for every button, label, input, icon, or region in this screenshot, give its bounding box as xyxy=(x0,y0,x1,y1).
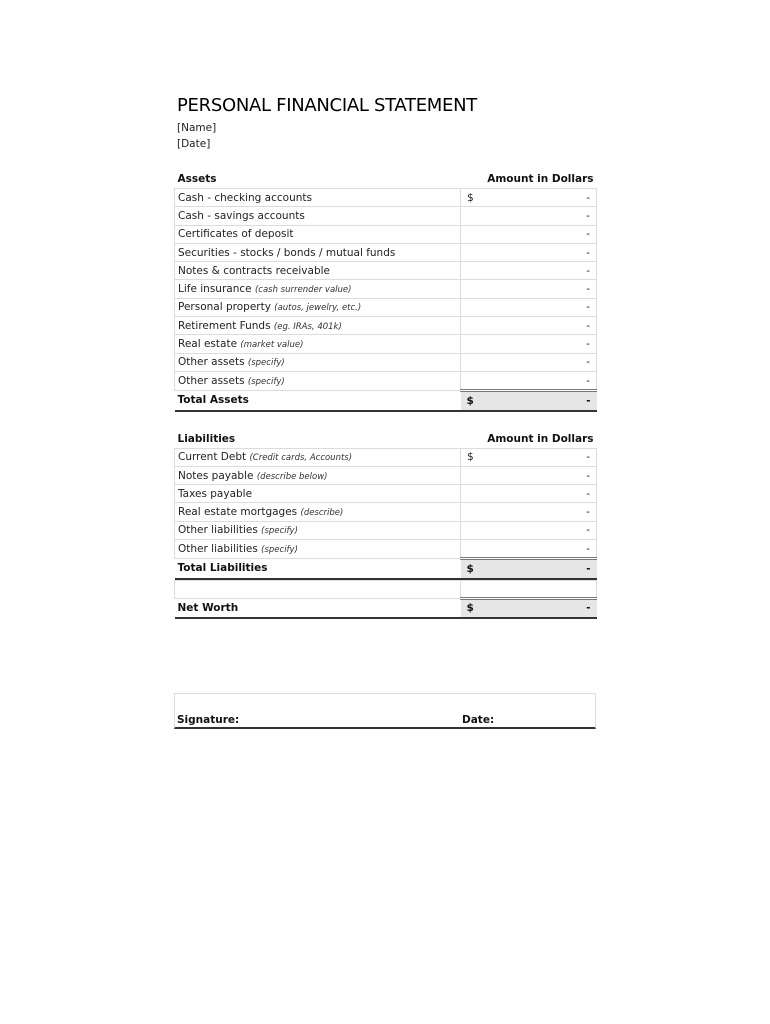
assets-total-amount-cell[interactable] xyxy=(461,391,597,411)
assets-row-label-cell[interactable] xyxy=(175,298,461,316)
amount-value: - xyxy=(586,228,590,241)
assets-row xyxy=(175,189,597,207)
assets-row-label-cell[interactable] xyxy=(175,353,461,371)
row-note: (describe) xyxy=(300,508,344,519)
row-label: Other liabilities xyxy=(178,524,258,537)
liabilities-total-value: - xyxy=(586,562,591,575)
assets-header-row xyxy=(175,170,597,189)
assets-row-amount-cell[interactable] xyxy=(461,353,597,371)
assets-row-amount-cell[interactable] xyxy=(461,371,597,390)
amount-value: - xyxy=(586,469,590,482)
liabilities-row xyxy=(175,521,597,539)
liabilities-row-amount-cell[interactable] xyxy=(461,521,597,539)
amount-value: - xyxy=(586,374,590,387)
assets-total-label: Total Assets xyxy=(175,391,461,411)
row-label: Cash - checking accounts xyxy=(178,191,312,204)
assets-row-amount-cell[interactable] xyxy=(461,243,597,261)
assets-row xyxy=(175,225,597,243)
date-label: Date: xyxy=(462,714,495,726)
assets-row xyxy=(175,280,597,298)
blank-row xyxy=(175,580,597,598)
row-label: Real estate xyxy=(178,338,238,351)
liabilities-amount-heading: Amount in Dollars xyxy=(461,430,597,449)
liabilities-table xyxy=(174,430,597,580)
amount-value: - xyxy=(586,246,590,259)
amount-value: - xyxy=(586,283,590,296)
assets-row-label-cell[interactable] xyxy=(175,225,461,243)
row-note: (Credit cards, Accounts) xyxy=(249,453,353,464)
assets-row-amount-cell[interactable] xyxy=(461,298,597,316)
assets-row xyxy=(175,317,597,335)
amount-value: - xyxy=(586,451,590,464)
row-note: (specify) xyxy=(247,377,285,388)
row-label: Notes & contracts receivable xyxy=(178,264,330,277)
liabilities-row-label-cell[interactable] xyxy=(175,466,461,484)
row-label: Notes payable xyxy=(178,469,254,482)
assets-row-label-cell[interactable] xyxy=(175,280,461,298)
assets-heading: Assets xyxy=(175,170,461,189)
net-worth-table xyxy=(174,580,597,619)
liabilities-header-row xyxy=(175,430,597,449)
financial-statement-sheet xyxy=(174,94,596,619)
row-label: Taxes payable xyxy=(178,487,253,500)
row-label: Personal property xyxy=(178,301,271,314)
row-note: (cash surrender value) xyxy=(254,285,352,296)
liabilities-heading: Liabilities xyxy=(175,430,461,449)
assets-row-amount-cell[interactable] xyxy=(461,225,597,243)
assets-row xyxy=(175,371,597,390)
net-worth-value: - xyxy=(586,602,591,615)
assets-row-label-cell[interactable] xyxy=(175,262,461,280)
assets-amount-heading: Amount in Dollars xyxy=(461,170,597,189)
row-label: Retirement Funds xyxy=(178,319,271,332)
currency-symbol: $ xyxy=(466,394,474,407)
amount-value: - xyxy=(586,524,590,537)
assets-row xyxy=(175,353,597,371)
amount-value: - xyxy=(586,264,590,277)
liabilities-row-label-cell[interactable] xyxy=(175,503,461,521)
assets-row-amount-cell[interactable] xyxy=(461,280,597,298)
row-note: (describe below) xyxy=(256,471,328,482)
liabilities-row-amount-cell[interactable] xyxy=(461,540,597,559)
liabilities-row xyxy=(175,503,597,521)
assets-total-row xyxy=(175,391,597,411)
assets-row xyxy=(175,262,597,280)
assets-row-amount-cell[interactable] xyxy=(461,189,597,207)
row-note: (market value) xyxy=(240,340,304,351)
amount-value: - xyxy=(586,209,590,222)
amount-value: - xyxy=(586,319,590,332)
amount-value: - xyxy=(586,356,590,369)
assets-row-label-cell[interactable] xyxy=(175,317,461,335)
assets-row-label-cell[interactable] xyxy=(175,335,461,353)
amount-value: - xyxy=(586,301,590,314)
assets-row-label-cell[interactable] xyxy=(175,243,461,261)
page-title: PERSONAL FINANCIAL STATEMENT xyxy=(177,95,477,116)
row-label: Real estate mortgages xyxy=(178,506,298,519)
row-label: Cash - savings accounts xyxy=(178,209,305,222)
spacer xyxy=(174,412,596,430)
assets-row-amount-cell[interactable] xyxy=(461,317,597,335)
liabilities-row-label-cell[interactable] xyxy=(175,540,461,559)
assets-row-label-cell[interactable] xyxy=(175,189,461,207)
name-placeholder[interactable]: [Name] xyxy=(177,122,217,134)
amount-value: - xyxy=(586,191,590,204)
liabilities-row xyxy=(175,448,597,466)
net-worth-amount-cell[interactable] xyxy=(461,598,597,618)
row-note: (autos, jewelry, etc.) xyxy=(274,303,362,314)
liabilities-row-label-cell[interactable] xyxy=(175,485,461,503)
net-worth-label: Net Worth xyxy=(175,598,461,618)
assets-total-value: - xyxy=(586,394,591,407)
amount-value: - xyxy=(586,487,590,500)
amount-value: - xyxy=(586,338,590,351)
assets-row xyxy=(175,243,597,261)
row-label: Other assets xyxy=(178,356,245,369)
liabilities-row xyxy=(175,540,597,559)
liabilities-row-label-cell[interactable] xyxy=(175,521,461,539)
currency-symbol: $ xyxy=(466,562,474,575)
net-worth-row xyxy=(175,598,597,618)
liabilities-total-row xyxy=(175,559,597,579)
row-label: Life insurance xyxy=(178,283,252,296)
liabilities-total-label: Total Liabilities xyxy=(175,559,461,579)
row-note: (specify) xyxy=(247,358,285,369)
amount-value: - xyxy=(586,506,590,519)
date-placeholder[interactable]: [Date] xyxy=(177,138,211,150)
row-label: Current Debt xyxy=(178,451,247,464)
row-note: (specify) xyxy=(261,526,298,537)
row-label: Other liabilities xyxy=(178,543,258,556)
blank-cell[interactable] xyxy=(175,580,461,598)
signature-block[interactable] xyxy=(174,693,596,729)
assets-row-amount-cell[interactable] xyxy=(461,207,597,225)
amount-value: - xyxy=(586,542,590,555)
assets-row-amount-cell[interactable] xyxy=(461,335,597,353)
liabilities-row-amount-cell[interactable] xyxy=(461,466,597,484)
currency-symbol: $ xyxy=(467,451,474,464)
liabilities-row-label-cell[interactable] xyxy=(175,448,461,466)
assets-row xyxy=(175,207,597,225)
liabilities-row-amount-cell[interactable] xyxy=(461,503,597,521)
assets-row xyxy=(175,298,597,316)
liabilities-row-amount-cell[interactable] xyxy=(461,448,597,466)
currency-symbol: $ xyxy=(466,602,474,615)
liabilities-row xyxy=(175,485,597,503)
row-note: (eg. IRAs, 401k) xyxy=(273,321,342,332)
assets-row xyxy=(175,335,597,353)
liabilities-row xyxy=(175,466,597,484)
assets-row-label-cell[interactable] xyxy=(175,207,461,225)
assets-row-label-cell[interactable] xyxy=(175,371,461,390)
row-note: (specify) xyxy=(261,545,298,556)
spacer xyxy=(174,152,596,170)
blank-amount-cell[interactable] xyxy=(461,580,597,598)
currency-symbol: $ xyxy=(467,191,474,204)
signature-label: Signature: xyxy=(177,714,240,726)
row-label: Securities - stocks / bonds / mutual funds xyxy=(178,246,396,259)
liabilities-row-amount-cell[interactable] xyxy=(461,485,597,503)
assets-row-amount-cell[interactable] xyxy=(461,262,597,280)
assets-table xyxy=(174,170,597,412)
row-label: Other assets xyxy=(178,375,245,388)
row-label: Certificates of deposit xyxy=(178,228,294,241)
liabilities-total-amount-cell[interactable] xyxy=(461,559,597,579)
